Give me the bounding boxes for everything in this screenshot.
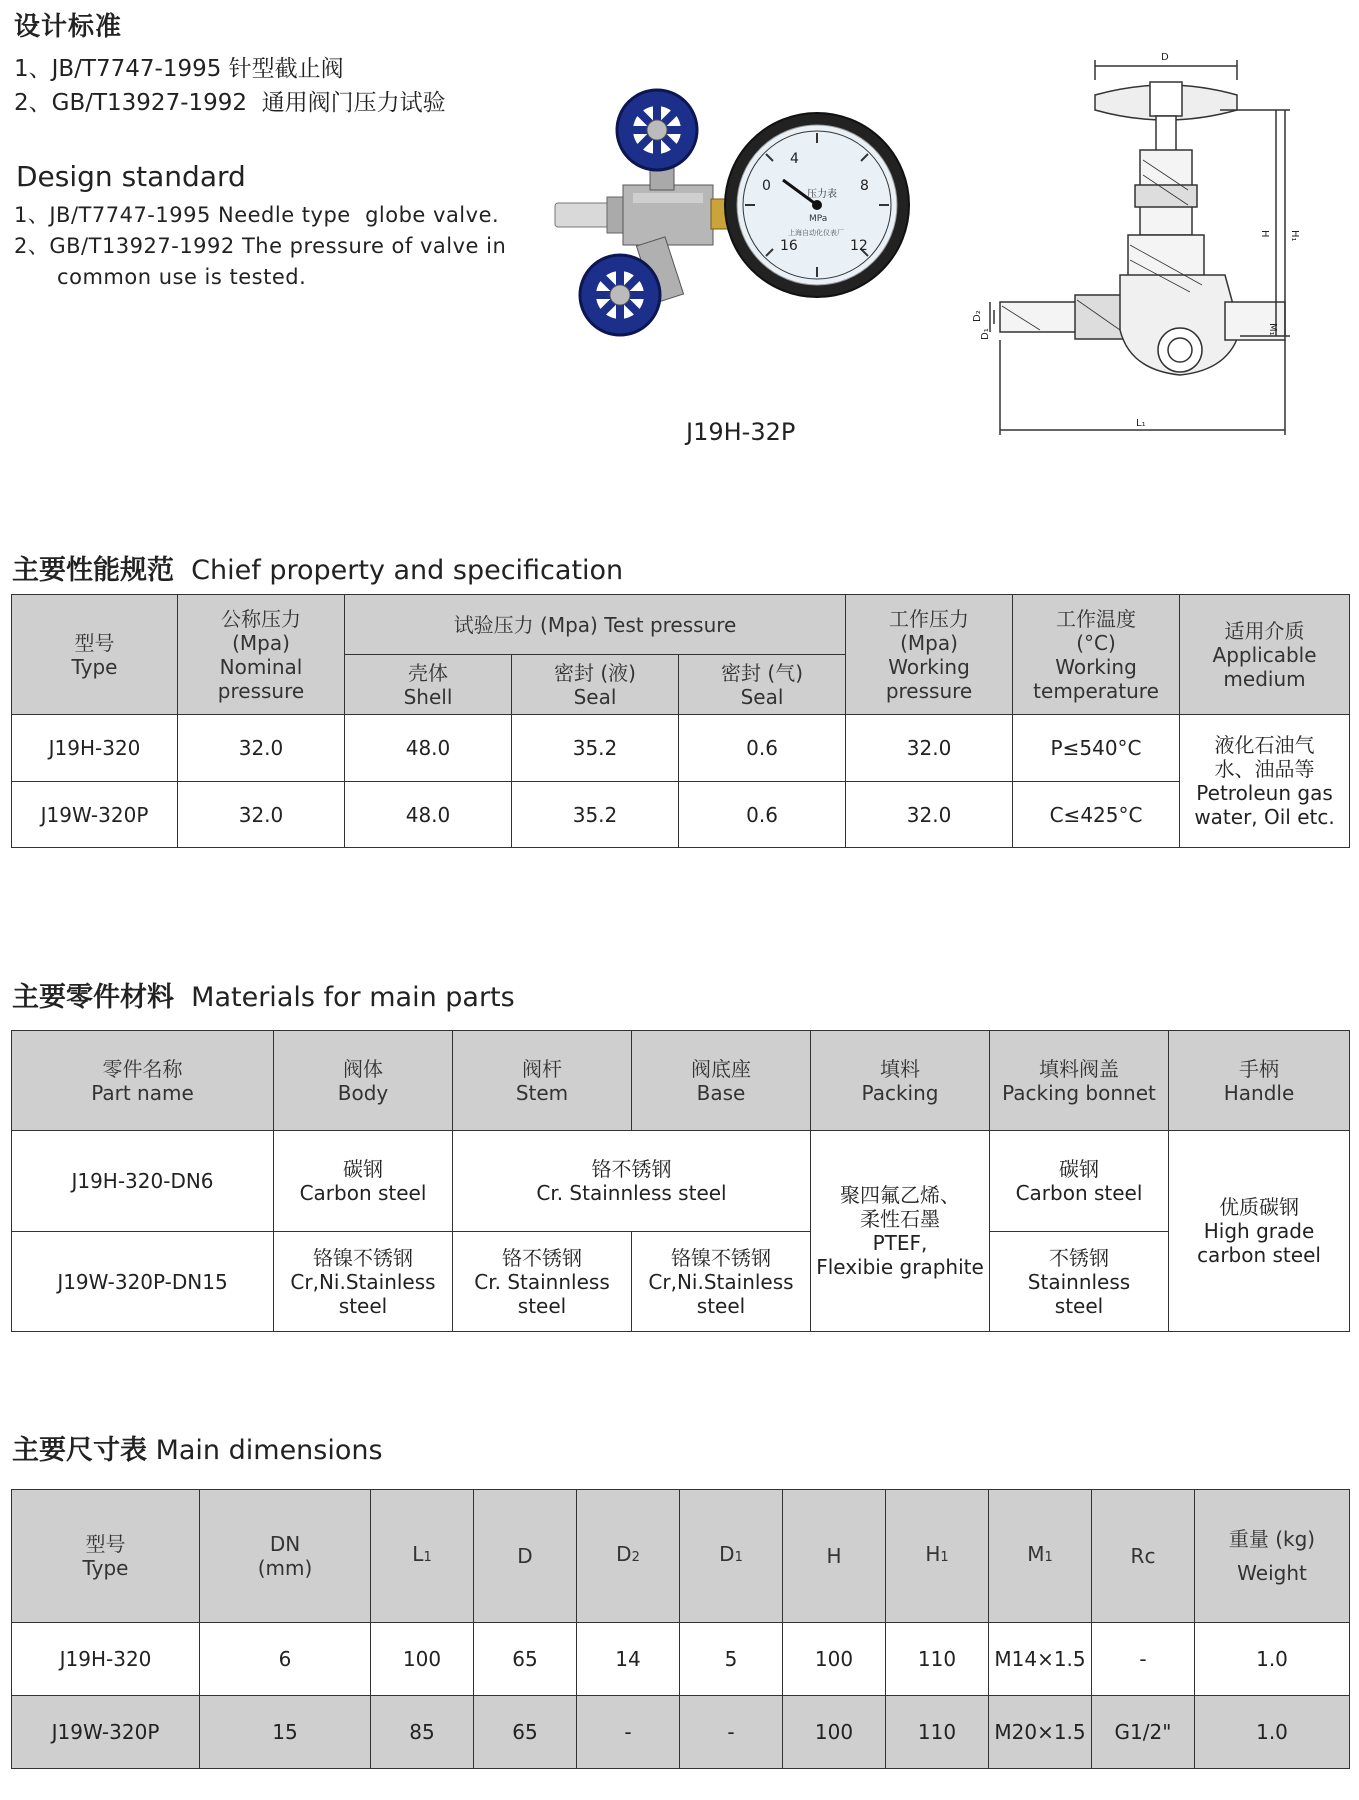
- gauge-label: 压力表: [807, 189, 837, 200]
- product-caption: J19H-32P: [686, 418, 796, 446]
- dim-cell-dn: 15: [200, 1696, 371, 1769]
- spec-cell-seal-gas: 0.6: [679, 782, 846, 848]
- valve-photo: [545, 85, 965, 385]
- standard-line-en-2: 2、GB/T13927-1992 The pressure of valve in: [14, 234, 507, 258]
- dim-cell-dn: 6: [200, 1623, 371, 1696]
- h-nominal-1: (Mpa): [232, 630, 290, 655]
- mat-header-stem: [453, 1031, 632, 1131]
- h-shell-1: Shell: [403, 684, 453, 709]
- spec-header-working-pressure: [846, 595, 1013, 715]
- valve-drawing: [972, 40, 1320, 450]
- m1-bn-1: Carbon steel: [1015, 1181, 1143, 1205]
- dim-cell-l1: 100: [371, 1623, 474, 1696]
- spec-cell-working: 32.0: [846, 715, 1013, 782]
- dh-w-0: 重量 (kg): [1228, 1527, 1316, 1551]
- mat-cell-bonnet: [990, 1131, 1169, 1232]
- dh-h1-sub: 1: [940, 1550, 949, 1565]
- dim-header-d: D: [474, 1490, 577, 1623]
- m1-body-1: Carbon steel: [299, 1181, 427, 1205]
- dim-cell-type: J19W-320P: [12, 1696, 200, 1769]
- standard-line-cn-1: 1、JB/T7747-1995 针型截止阀: [14, 56, 344, 82]
- dim-cell-type: J19H-320: [12, 1623, 200, 1696]
- spec-table: [11, 594, 1350, 848]
- gauge-number-8: 8: [860, 178, 869, 194]
- mat-header-base: [632, 1031, 811, 1131]
- m1-body-0: 碳钢: [343, 1157, 383, 1181]
- dim-header-d1: [680, 1490, 783, 1623]
- m2-base-2: steel: [696, 1293, 746, 1318]
- m2-stem-1: Cr. Stainnless: [474, 1269, 610, 1294]
- dim-cell-d: 65: [474, 1623, 577, 1696]
- h-wt-1: (°C): [1076, 630, 1116, 655]
- mh-2-1: Stem: [515, 1080, 569, 1105]
- dim-cell-l1: 85: [371, 1696, 474, 1769]
- dim-cell-d2: 14: [577, 1623, 680, 1696]
- medium-0: 液化石油气: [1214, 733, 1315, 757]
- spec-cell-type: J19W-320P: [12, 782, 178, 848]
- hd-1: High grade: [1203, 1219, 1315, 1243]
- dim-header-m1: [989, 1490, 1092, 1623]
- spec-header-type: [12, 595, 178, 715]
- dim-header-dn: [200, 1490, 371, 1623]
- spec-cell-seal-gas: 0.6: [679, 715, 846, 782]
- dh-m1-sub: 1: [1044, 1550, 1053, 1565]
- design-standard-title-en: Design standard: [16, 160, 246, 193]
- dim-label-h1: H₁: [1289, 230, 1300, 242]
- spec-header-shell: [345, 655, 512, 715]
- pressure-gauge: [725, 113, 909, 297]
- mat-cell-base: [632, 1232, 811, 1332]
- h-wp-2: Working: [888, 654, 970, 679]
- mat-cell-bonnet: [990, 1232, 1169, 1332]
- m2-body-0: 铬镍不锈钢: [313, 1245, 413, 1270]
- spec-header-nominal: [178, 595, 345, 715]
- h-nominal-0: 公称压力: [221, 606, 301, 631]
- dh-type-1: Type: [82, 1556, 129, 1580]
- m2-bn-0: 不锈钢: [1049, 1245, 1109, 1270]
- spec-cell-shell: 48.0: [345, 715, 512, 782]
- materials-title-en: Materials for main parts: [191, 982, 515, 1013]
- dim-header-type: [12, 1490, 200, 1623]
- materials-table: [11, 1030, 1350, 1332]
- dim-header-h1: [886, 1490, 989, 1623]
- table-row: [12, 715, 1350, 782]
- mh-6-1: Handle: [1223, 1080, 1295, 1105]
- m1-sb-0: 铬不锈钢: [591, 1157, 672, 1181]
- spec-header-seal-gas: [679, 655, 846, 715]
- spec-header-medium: [1180, 595, 1350, 715]
- dh-l1-main: L: [412, 1542, 424, 1566]
- dim-header-h: H: [783, 1490, 886, 1623]
- h-wp-3: pressure: [885, 678, 973, 703]
- h-med-0: 适用介质: [1224, 618, 1305, 643]
- mat-header-packing-bonnet: [990, 1031, 1169, 1131]
- mh-1-1: Body: [337, 1080, 389, 1105]
- mh-1-0: 阀体: [343, 1056, 383, 1081]
- h-wp-1: (Mpa): [900, 630, 958, 655]
- materials-title-cn: 主要零件材料: [12, 982, 174, 1013]
- dim-cell-h: 100: [783, 1623, 886, 1696]
- h-wt-0: 工作温度: [1056, 606, 1137, 631]
- table-row: [12, 1696, 1350, 1769]
- dim-label-l1: L₁: [1136, 418, 1146, 429]
- dim-label-d: D: [1161, 52, 1169, 63]
- dh-m1-main: M: [1027, 1542, 1045, 1566]
- dh-d2-main: D: [616, 1542, 632, 1566]
- mat-cell-stem: [453, 1232, 632, 1332]
- gauge-number-12: 12: [850, 238, 868, 254]
- mh-2-0: 阀杆: [522, 1056, 562, 1081]
- h-sg-1: Seal: [740, 684, 784, 709]
- dim-header-l1: [371, 1490, 474, 1623]
- spec-header-type-en: Type: [71, 654, 118, 679]
- dim-header-rc: Rc: [1092, 1490, 1195, 1623]
- dim-cell-weight: 1.0: [1195, 1696, 1350, 1769]
- mat-header-part-name: [12, 1031, 274, 1131]
- gauge-number-4: 4: [790, 151, 799, 167]
- m1-sb-1: Cr. Stainnless steel: [536, 1181, 727, 1205]
- m2-stem-0: 铬不锈钢: [502, 1245, 582, 1270]
- spec-cell-medium: [1180, 715, 1350, 848]
- h-nominal-3: pressure: [217, 678, 305, 703]
- dimensions-table: [11, 1489, 1350, 1769]
- dim-cell-h1: 110: [886, 1623, 989, 1696]
- dh-d2-sub: 2: [631, 1550, 640, 1565]
- standard-line-cn-2: 2、GB/T13927-1992 通用阀门压力试验: [14, 90, 446, 116]
- h-sl-0: 密封 (液): [554, 660, 636, 685]
- dimensions-title-cn: 主要尺寸表: [12, 1435, 147, 1466]
- spec-title-cn: 主要性能规范: [12, 555, 174, 586]
- dim-cell-h1: 110: [886, 1696, 989, 1769]
- dim-label-m1: M₁: [1267, 323, 1278, 336]
- pk-0: 聚四氟乙烯、: [840, 1183, 960, 1207]
- dh-type-0: 型号: [85, 1532, 126, 1556]
- dim-cell-d2: -: [577, 1696, 680, 1769]
- spec-title-en: Chief property and specification: [191, 555, 624, 586]
- m2-stem-2: steel: [517, 1293, 567, 1318]
- m2-base-0: 铬镍不锈钢: [671, 1245, 771, 1270]
- spec-cell-type: J19H-320: [12, 715, 178, 782]
- table-row: [12, 782, 1350, 848]
- dim-cell-rc: G1/2": [1092, 1696, 1195, 1769]
- dim-cell-m1: M14×1.5: [989, 1623, 1092, 1696]
- dh-d1-sub: 1: [734, 1550, 743, 1565]
- m2-body-1: Cr,Ni.Stainless: [290, 1269, 436, 1294]
- m2-bn-2: steel: [1054, 1293, 1104, 1318]
- hd-0: 优质碳钢: [1219, 1195, 1299, 1219]
- medium-1: 水、油品等: [1214, 757, 1315, 781]
- h-wt-3: temperature: [1033, 678, 1159, 703]
- spec-cell-nominal: 32.0: [178, 715, 345, 782]
- h-wt-2: Working: [1055, 654, 1137, 679]
- table-row: [12, 1131, 1350, 1232]
- hd-2: carbon steel: [1197, 1243, 1321, 1267]
- spec-header-test: 试验压力 (Mpa) Test pressure: [345, 595, 846, 655]
- spec-cell-seal-liquid: 35.2: [512, 715, 679, 782]
- dim-header-weight: [1195, 1490, 1350, 1623]
- dim-header-d2: [577, 1490, 680, 1623]
- dim-label-h: H: [1259, 230, 1270, 238]
- spec-header-working-temp: [1013, 595, 1180, 715]
- mat-cell-name: J19W-320P-DN15: [12, 1232, 274, 1332]
- spec-section-title: [12, 548, 623, 587]
- lower-handwheel: [580, 255, 660, 335]
- m2-base-1: Cr,Ni.Stainless: [648, 1269, 794, 1294]
- mh-0-1: Part name: [91, 1080, 194, 1105]
- gauge-unit: MPa: [809, 214, 828, 224]
- spec-cell-temp: P≤540°C: [1013, 715, 1180, 782]
- mat-cell-packing: [811, 1131, 990, 1332]
- dh-dn-0: DN: [269, 1532, 301, 1556]
- spec-header-seal-liquid: [512, 655, 679, 715]
- dh-dn-1: (mm): [257, 1556, 313, 1580]
- dimensions-title-en: Main dimensions: [155, 1435, 383, 1466]
- table-row: [12, 1623, 1350, 1696]
- mat-header-handle: [1169, 1031, 1350, 1131]
- mh-3-0: 阀底座: [691, 1056, 751, 1081]
- dim-cell-h: 100: [783, 1696, 886, 1769]
- mh-5-1: Packing bonnet: [1002, 1080, 1156, 1105]
- spec-cell-temp: C≤425°C: [1013, 782, 1180, 848]
- h-sg-0: 密封 (气): [721, 660, 803, 685]
- spec-header-type-cn: 型号: [74, 630, 115, 655]
- pk-3: Flexibie graphite: [816, 1255, 984, 1279]
- standard-line-en-1: 1、JB/T7747-1995 Needle type globe valve.: [14, 203, 500, 227]
- gauge-maker: 上海自动化仪表厂: [788, 229, 844, 237]
- dim-cell-d: 65: [474, 1696, 577, 1769]
- mat-cell-name: J19H-320-DN6: [12, 1131, 274, 1232]
- gauge-number-0: 0: [762, 178, 771, 194]
- mh-6-0: 手柄: [1239, 1056, 1279, 1081]
- h-sl-1: Seal: [573, 684, 617, 709]
- gauge-number-16: 16: [780, 238, 798, 254]
- spec-cell-seal-liquid: 35.2: [512, 782, 679, 848]
- mh-5-0: 填料阀盖: [1039, 1056, 1119, 1081]
- spec-cell-nominal: 32.0: [178, 782, 345, 848]
- dim-cell-d1: -: [680, 1696, 783, 1769]
- dim-cell-d1: 5: [680, 1623, 783, 1696]
- pk-1: 柔性石墨: [860, 1207, 940, 1231]
- h-med-1: Applicable: [1212, 642, 1317, 667]
- h-wp-0: 工作压力: [889, 606, 970, 631]
- mat-cell-stem-base: [453, 1131, 811, 1232]
- table-row: [12, 1232, 1350, 1332]
- materials-section-title: [12, 975, 515, 1014]
- dim-label-d2: D₂: [972, 310, 983, 322]
- h-med-2: medium: [1223, 666, 1306, 691]
- mat-cell-body: [274, 1232, 453, 1332]
- medium-2: Petroleun gas: [1196, 781, 1333, 805]
- dim-cell-weight: 1.0: [1195, 1623, 1350, 1696]
- pk-2: PTEF,: [872, 1231, 928, 1255]
- spec-cell-working: 32.0: [846, 782, 1013, 848]
- mat-cell-body: [274, 1131, 453, 1232]
- h-shell-0: 壳体: [408, 660, 448, 685]
- mh-4-0: 填料: [880, 1056, 920, 1081]
- dim-label-d1: D₁: [980, 328, 991, 340]
- dh-h1-main: H: [925, 1542, 941, 1566]
- design-standard-title-cn: 设计标准: [14, 12, 123, 42]
- medium-3: water, Oil etc.: [1194, 805, 1335, 829]
- m1-bn-0: 碳钢: [1059, 1157, 1099, 1181]
- mat-header-body: [274, 1031, 453, 1131]
- dim-cell-m1: M20×1.5: [989, 1696, 1092, 1769]
- spec-cell-shell: 48.0: [345, 782, 512, 848]
- mh-4-1: Packing: [861, 1080, 939, 1105]
- mat-header-packing: [811, 1031, 990, 1131]
- h-nominal-2: Nominal: [219, 654, 303, 679]
- mh-3-1: Base: [696, 1080, 746, 1105]
- dimensions-section-title: [12, 1428, 383, 1467]
- m2-body-2: steel: [338, 1293, 388, 1318]
- standard-line-en-3: common use is tested.: [14, 265, 307, 289]
- upper-handwheel: [617, 90, 697, 170]
- mat-cell-handle: [1169, 1131, 1350, 1332]
- dh-w-1: Weight: [1237, 1561, 1307, 1585]
- dim-cell-rc: -: [1092, 1623, 1195, 1696]
- dh-d1-main: D: [719, 1542, 735, 1566]
- m2-bn-1: Stainnless: [1027, 1269, 1131, 1294]
- dh-l1-sub: 1: [423, 1550, 432, 1565]
- mh-0-0: 零件名称: [102, 1056, 183, 1081]
